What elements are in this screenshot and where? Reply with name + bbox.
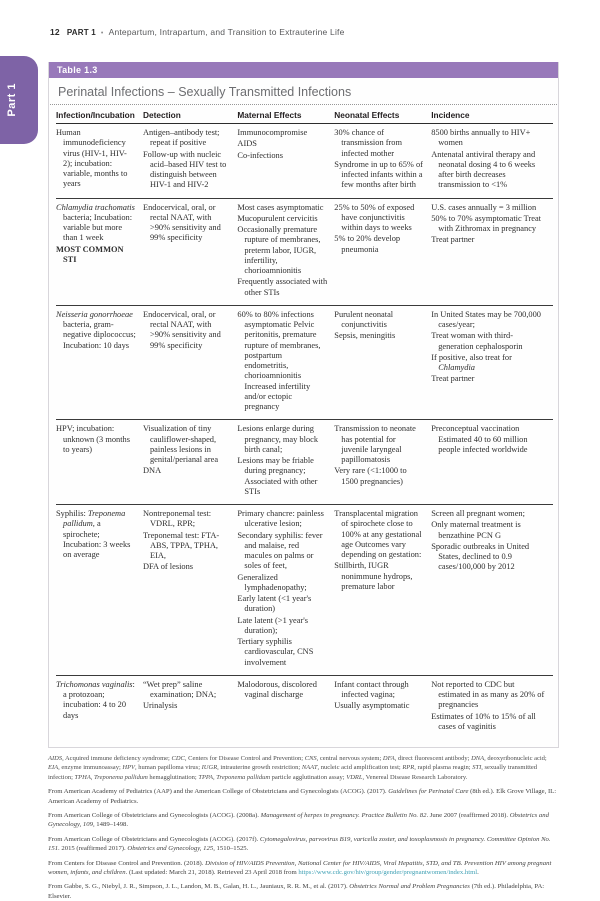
column-header: Neonatal Effects (334, 105, 431, 124)
cell-paragraph (431, 235, 546, 245)
table-row (56, 124, 553, 199)
text-segment: Secondary syphilis: fever and malaise, red macules on palms or soles of feet, (237, 530, 323, 571)
text-segment: , direct fluorescent antibody; (394, 755, 472, 762)
abbreviations-footnote (48, 754, 559, 782)
text-segment: 60% to 80% infections asymptomatic Pelvic peritonitis, premature rupture of membranes, postpartum endometritis, chorioamnionitis Increased infertility and/or ectopic pregnancy (237, 309, 321, 411)
text-segment: Obstetrics and Gynecology, 109 (48, 812, 549, 829)
text-segment: CNS (304, 755, 317, 762)
cell-infection (56, 505, 143, 676)
cell-paragraph (334, 234, 424, 255)
cell-neonatal (334, 124, 431, 199)
text-segment: DNA (471, 755, 485, 762)
text-segment: Chlamydia (438, 363, 475, 372)
text-segment: Generalized lymphadenopathy; (237, 572, 307, 592)
cell-paragraph (143, 701, 230, 711)
text-segment: Management of herpes in pregnancy. Practice Bulletin No. 82 (260, 812, 427, 820)
cell-paragraph (431, 203, 546, 213)
text-segment: 5% to 20% develop pneumonia (334, 234, 401, 254)
cell-paragraph (143, 509, 230, 530)
cell-infection (56, 420, 143, 505)
cell-detection (143, 305, 237, 420)
cell-incidence (431, 675, 553, 739)
text-segment: , deoxyribonucleic acid; (484, 755, 547, 762)
cell-paragraph (334, 424, 424, 465)
perinatal-infections-table (56, 105, 553, 739)
column-header: Infection/Incubation (56, 105, 143, 124)
cell-paragraph (143, 562, 230, 572)
text-segment: particle agglutination assay; (270, 773, 347, 781)
text-segment: From Gabbe, S. G., Niebyl, J. R., Simpson, J. L., Landon, M. B., Galan, H. L., Jauniaux, R. R. M., et al. (2017). (48, 883, 350, 891)
cell-neonatal (334, 420, 431, 505)
cell-detection (143, 420, 237, 505)
text-segment: Early latent (<1 year's duration) (237, 594, 312, 614)
text-segment: , sexually transmitted infection; (48, 764, 538, 781)
cell-paragraph (237, 594, 327, 615)
text-segment: , enzyme immunoassay; (58, 764, 123, 772)
text-segment: Lesions may be friable during pregnancy; Associated with other STIs (237, 456, 318, 496)
main-column (48, 62, 559, 901)
reference-entry (48, 882, 559, 901)
cell-paragraph (237, 214, 327, 224)
text-segment: Most cases asymptomatic (237, 202, 324, 212)
text-segment: Not reported to CDC but estimated in as many as 20% of pregnancies (431, 679, 545, 710)
cell-paragraph (334, 203, 424, 234)
text-segment: Late latent (>1 year's duration); (237, 615, 309, 635)
cell-detection (143, 124, 237, 199)
text-segment: Antigen–antibody test; repeat if positive (142, 128, 220, 148)
text-segment: , intrauterine growth restriction; (217, 764, 302, 772)
cell-paragraph (431, 331, 546, 352)
text-segment: Neisseria gonorrhoeae (56, 309, 133, 319)
cell-maternal (237, 305, 334, 420)
column-header-row (56, 105, 553, 124)
bullet-separator: • (100, 30, 104, 37)
cell-infection (56, 198, 143, 305)
table-row (56, 420, 553, 505)
text-segment: NAAT (301, 764, 318, 772)
text-segment: 30% chance of transmission from infected mother (334, 128, 403, 158)
text-segment: Chlamydia trachomatis (56, 202, 135, 212)
cell-paragraph (334, 701, 424, 711)
text-segment: Trichomonas vaginalis (56, 679, 133, 689)
cell-paragraph (237, 456, 327, 497)
cell-paragraph (143, 680, 230, 701)
cell-incidence (431, 198, 553, 305)
cell-incidence (431, 420, 553, 505)
text-segment: , central nervous system; (316, 755, 383, 762)
text-segment: Treponema pallidum (63, 509, 126, 529)
cell-paragraph (431, 128, 546, 149)
table-title: Perinatal Infections – Sexually Transmitted Infections (50, 78, 557, 105)
cell-paragraph (237, 225, 327, 276)
text-segment: , 1489–1498. (92, 821, 129, 829)
text-segment: 8500 births annually to HIV+ women (431, 128, 531, 148)
cell-paragraph (431, 214, 546, 235)
cell-paragraph (143, 150, 230, 191)
text-segment: Endocervical, oral, or rectal NAAT, with >90% sensitivity and 99% specificity (142, 309, 221, 350)
text-segment: Obstetrics and Gynecology, 125 (127, 845, 214, 853)
cell-paragraph (56, 203, 136, 244)
chapter-title: Antepartum, Intrapartum, and Transition to Extrauterine Life (108, 27, 345, 37)
text-segment: HPV (122, 764, 136, 772)
text-segment: EIA (48, 764, 59, 772)
cell-paragraph (431, 680, 546, 711)
text-segment: (7th ed.). Philadelphia, PA: Elsevier. (48, 883, 545, 900)
cell-paragraph (431, 542, 546, 573)
cell-paragraph (143, 466, 230, 476)
text-segment: Antenatal antiviral therapy and neonatal dosing 4 to 6 weeks after birth decreases transmission to <1% (431, 149, 536, 190)
cell-paragraph (431, 509, 546, 519)
cell-paragraph (143, 310, 230, 351)
cell-paragraph (237, 424, 327, 455)
table-row (56, 675, 553, 739)
text-segment: Stillbirth, IUGR nonimmune hydrops, premature labor (334, 561, 413, 591)
text-segment: HPV; incubation: unknown (3 months to years) (56, 424, 130, 454)
cell-detection (143, 198, 237, 305)
reference-entry (48, 787, 559, 806)
text-segment: From Centers for Disease Control and Prevention. (2018). (48, 859, 206, 867)
cdc-link[interactable]: https://www.cdc.gov/hiv/group/gender/pregnantwomen/index.html (298, 868, 478, 876)
text-segment: Treat woman with third-generation cephalosporin (431, 331, 523, 351)
text-segment: , Centers for Disease Control and Prevention; (184, 755, 305, 762)
cell-paragraph (431, 150, 546, 191)
table-row (56, 505, 553, 676)
text-segment: CDC (171, 755, 185, 762)
text-segment: , Venereal Disease Research Laboratory. (362, 773, 468, 781)
cell-paragraph (56, 310, 136, 351)
text-segment: “Wet prep” saline examination; DNA; (142, 679, 217, 699)
part-tab (0, 56, 38, 144)
text-segment: Malodorous, discolored vaginal discharge (237, 679, 317, 699)
text-segment: STI (472, 764, 482, 772)
text-segment: TPHA (74, 773, 91, 781)
column-header: Maternal Effects (237, 105, 334, 124)
text-segment: , (213, 773, 217, 781)
cell-maternal (237, 675, 334, 739)
cell-maternal (237, 124, 334, 199)
text-segment: In United States may be 700,000 cases/year; (431, 309, 541, 329)
table-row (56, 198, 553, 305)
cell-incidence (431, 305, 553, 420)
cell-paragraph (334, 466, 424, 487)
cell-paragraph (431, 310, 546, 331)
text-segment: Nontreponemal test: VDRL, RPR; (142, 509, 212, 529)
text-segment: DFA (382, 755, 395, 762)
cell-paragraph (56, 128, 136, 190)
text-segment: Mucopurulent cervicitis (237, 213, 318, 223)
cell-paragraph (431, 353, 546, 374)
cell-paragraph (334, 509, 424, 560)
text-segment: Treponemal test: FTA-ABS, TPPA, TPHA, EIA, (142, 530, 220, 560)
text-segment: (8th ed.). Elk Grove Village, IL: American Academy of Pediatrics. (48, 788, 557, 805)
running-head (50, 27, 570, 37)
text-segment: Preconceptual vaccination Estimated 40 to 60 million people infected worldwide (431, 424, 528, 454)
text-segment: Co-infections (237, 150, 283, 160)
cell-paragraph (431, 712, 546, 733)
text-segment: Cytomegalovirus, parvovirus B19, varicella zoster, and toxoplasmosis in pregnancy. Committee Opinion No. 151 (48, 835, 551, 853)
text-segment: : a protozoan; incubation: 4 to 20 days (63, 679, 135, 720)
text-segment: , nucleic acid amplification test; (317, 764, 403, 772)
cell-infection (56, 675, 143, 739)
text-segment: , a spirochete; Incubation: 3 weeks on average (63, 519, 131, 559)
text-segment: TPPA (198, 773, 214, 781)
cell-maternal (237, 505, 334, 676)
table-tag: Table 1.3 (57, 65, 98, 75)
cell-paragraph (237, 573, 327, 594)
text-segment: Estimates of 10% to 15% of all cases of vaginitis (431, 711, 536, 731)
cell-incidence (431, 124, 553, 199)
cell-paragraph (334, 680, 424, 701)
cell-infection (56, 305, 143, 420)
reference-entry (48, 859, 559, 878)
cell-detection (143, 505, 237, 676)
column-header: Detection (143, 105, 237, 124)
cell-paragraph (237, 151, 327, 161)
text-segment: Follow-up with nucleic acid–based HIV test to distinguish between HIV-1 and HIV-2 (142, 149, 227, 190)
text-segment: . June 2007 (reaffirmed 2018). (426, 812, 510, 820)
text-segment: Usually asymptomatic (334, 701, 410, 711)
reference-entry (48, 835, 559, 854)
text-segment: AIDS (48, 755, 63, 762)
text-segment: Immunocompromise (237, 128, 308, 137)
text-segment: From American College of Obstetricians and Gynecologists (ACOG). (2008a). (48, 812, 261, 820)
cell-maternal (237, 420, 334, 505)
text-segment: . 2015 (reaffirmed 2017). (58, 845, 128, 853)
text-segment: Primary chancre: painless ulcerative lesion; (237, 509, 324, 529)
cell-incidence (431, 505, 553, 676)
cell-paragraph (237, 680, 327, 701)
text-segment: Guidelines for Perinatal Care (388, 788, 469, 796)
text-segment: Syphilis: (56, 509, 88, 518)
text-segment: hemagglutination; (147, 773, 199, 781)
cell-paragraph (56, 424, 136, 455)
table-row (56, 305, 553, 420)
text-segment: Urinalysis (142, 701, 178, 711)
cell-paragraph (431, 520, 546, 541)
cell-paragraph (143, 531, 230, 562)
text-segment: Tertiary syphilis cardiovascular, CNS involvement (237, 637, 314, 667)
text-segment: Treat partner (431, 374, 475, 384)
cell-paragraph (237, 203, 327, 213)
text-segment: Treat partner (431, 235, 475, 245)
text-segment: , rapid plasma reagin; (414, 764, 473, 772)
text-segment: Obstetrics Normal and Problem Pregnancies (349, 883, 470, 891)
text-segment: Human immunodeficiency virus (HIV-1, HIV-2); incubation: variable, months to years (56, 128, 128, 189)
cell-maternal (237, 198, 334, 305)
cell-paragraph (431, 424, 546, 455)
text-segment: Very rare (<1:1000 to 1500 pregnancies) (334, 466, 407, 486)
text-segment: U.S. cases annually = 3 million (431, 202, 537, 212)
text-segment: Sepsis, meningitis (334, 331, 396, 341)
text-segment: 25% to 50% of exposed have conjunctivitis within days to weeks (334, 202, 415, 232)
text-segment: Purulent neonatal conjunctivitis (334, 309, 394, 329)
text-segment: . (477, 868, 479, 876)
table-1-3 (48, 62, 559, 748)
cell-paragraph (334, 310, 424, 331)
text-segment: RPR (402, 764, 415, 772)
text-segment: . (Last updated: March 21, 2018). Retrieved 23 April 2018 from (125, 868, 299, 876)
cell-paragraph (334, 128, 424, 159)
text-segment: Lesions enlarge during pregnancy, may block birth canal; (237, 424, 319, 454)
cell-paragraph (143, 128, 230, 149)
cell-paragraph (237, 531, 327, 572)
cell-paragraph (334, 561, 424, 592)
text-segment: Treponema pallidum (94, 773, 148, 781)
text-segment: Syndrome in up to 65% of infected infants within a few months after birth (334, 159, 423, 190)
cell-paragraph (334, 160, 424, 191)
text-segment: DNA (142, 466, 162, 476)
cell-paragraph (56, 680, 136, 721)
part-tab-label: Part 1 (6, 83, 18, 117)
cell-paragraph (143, 424, 230, 465)
references-list (48, 787, 559, 901)
cell-detection (143, 675, 237, 739)
text-segment: From American Academy of Pediatrics (AAP) and the American College of Obstetricians and Gynecologists (ACOG). (2017). (48, 788, 389, 796)
text-segment: From American College of Obstetricians and Gynecologists (ACOG). (2017f). (48, 835, 260, 843)
cell-paragraph (237, 128, 327, 138)
text-segment: Visualization of tiny cauliflower-shaped, painless lesions in genital/perianal area (142, 424, 219, 464)
table-tag-bar (49, 62, 558, 78)
text-segment: Frequently associated with other STIs (237, 277, 328, 297)
text-segment: VDRL (346, 773, 363, 781)
text-segment: Only maternal treatment is benzathine PCN G (431, 520, 521, 540)
text-segment: Transmission to neonate has potential for juvenile laryngeal papillomatosis (334, 424, 416, 464)
text-segment: 50% to 70% asymptomatic Treat with Zithromax in pregnancy (431, 213, 541, 233)
cell-paragraph (431, 374, 546, 384)
cell-paragraph (237, 637, 327, 668)
cell-paragraph (143, 203, 230, 244)
text-segment: AIDS (237, 139, 257, 149)
cell-paragraph (237, 310, 327, 413)
part-label: PART 1 (66, 28, 96, 37)
cell-paragraph (56, 509, 136, 560)
text-segment: Transplacental migration of spirochete close to 100% at any gestational age Outcomes vary depending on gestation: (334, 509, 422, 559)
text-segment: Screen all pregnant women; (431, 509, 525, 518)
text-segment: IUGR (201, 764, 218, 772)
cell-neonatal (334, 505, 431, 676)
cell-neonatal (334, 198, 431, 305)
text-segment: , 1510–1525. (213, 845, 249, 853)
text-segment: Treponema pallidum (216, 773, 271, 781)
text-segment: bacteria; Incubation: variable but more than 1 week (63, 212, 133, 243)
text-segment: MOST COMMON STI (56, 244, 124, 264)
cell-paragraph (237, 616, 327, 637)
text-segment: , Acquired immune deficiency syndrome; (62, 755, 172, 762)
text-segment: DFA of lesions (142, 562, 194, 572)
reference-entry (48, 811, 559, 830)
text-segment: bacteria, gram-negative diplococcus; Incubation: 10 days (63, 320, 136, 350)
text-segment: Division of HIV/AIDS Prevention, National Center for HIV/AIDS, Viral Hepatitis, STD, and TB. Prevention HIV among pregnant women, infants, and children (48, 859, 552, 876)
cell-neonatal (334, 675, 431, 739)
page-number: 12 (50, 27, 60, 37)
text-segment: Infant contact through infected vagina; (334, 679, 409, 699)
column-header: Incidence (431, 105, 553, 124)
cell-paragraph (56, 245, 136, 266)
cell-paragraph (237, 277, 327, 298)
text-segment: If positive, also treat for (431, 352, 512, 362)
cell-paragraph (237, 509, 327, 530)
cell-paragraph (334, 331, 424, 341)
text-segment: Occasionally premature rupture of membranes, preterm labor, IUGR, infertility, chorioamnionitis (237, 225, 321, 275)
cell-infection (56, 124, 143, 199)
cell-paragraph (237, 139, 327, 149)
text-segment: Endocervical, oral, or rectal NAAT, with >90% sensitivity and 99% specificity (142, 202, 221, 243)
text-segment: , human papilloma virus; (135, 764, 202, 772)
text-segment: , (90, 773, 95, 781)
text-segment: Sporadic outbreaks in United States, declined to 0.9 cases/100,000 by 2012 (431, 541, 530, 572)
cell-neonatal (334, 305, 431, 420)
